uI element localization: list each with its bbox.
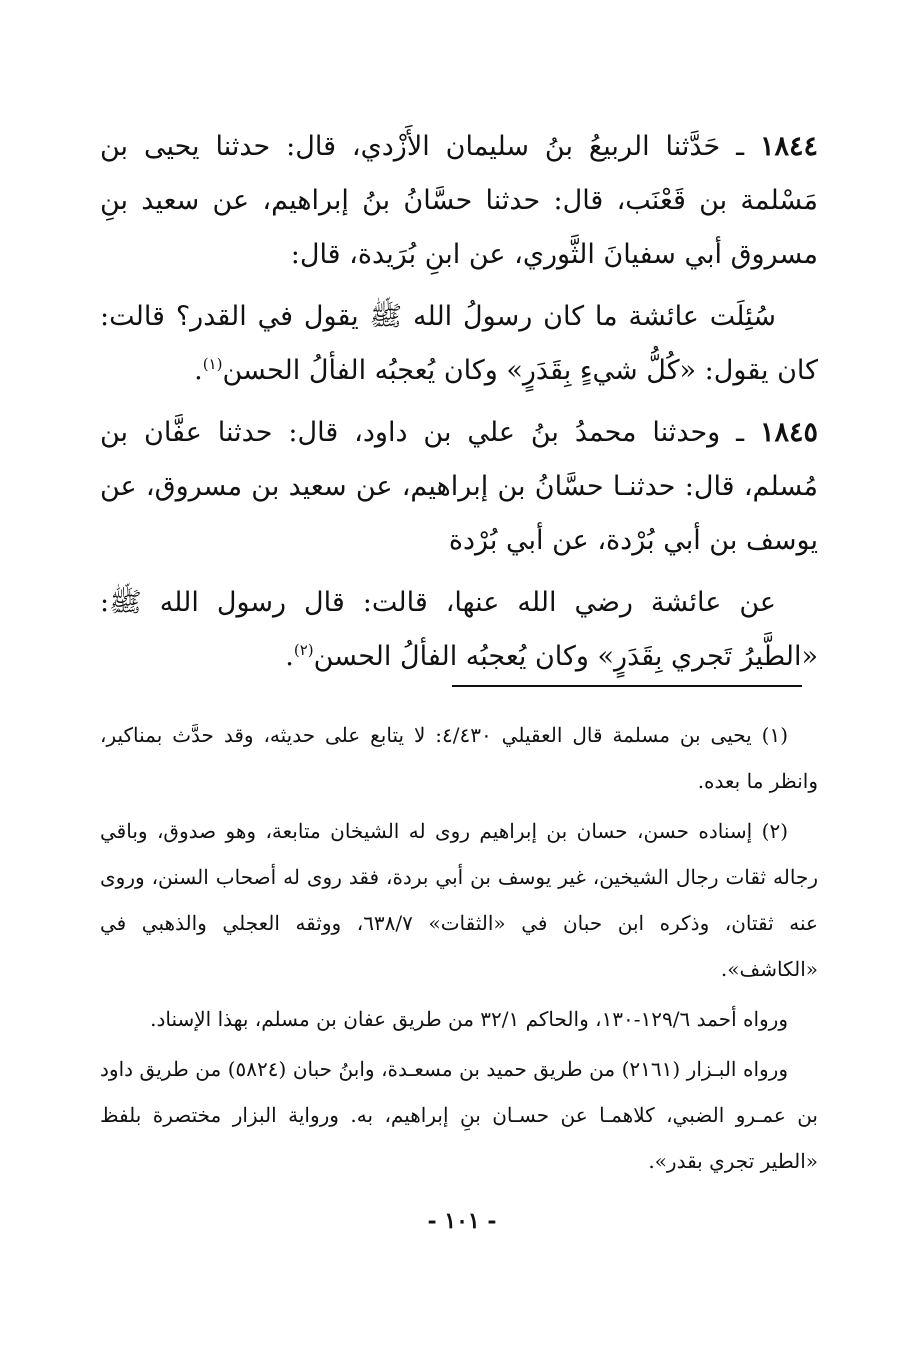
matn-text: سُئِلَت عائشة ما كان رسولُ الله ﷺ يقول في القدر؟ قالت: كان يقول: «كُلُّ شيءٍ بِقَدَرٍ» وكان يُعجبُه الفألُ الحسن <box>100 301 818 386</box>
main-text <box>100 120 818 692</box>
footnote-2-continued-2: ورواه البـزار (٢١٦١) من طريق حميد بن مسعـدة، وابنُ حبان (٥٨٢٤) من طريق داود بن عمـرو الضبي، كلاهمـا عن حسـان بنِ إبراهيم، به. ورواية البزار مختصرة بلفظ «الطير تجري بقدر». <box>100 1057 818 1173</box>
hadith-1844-matn: سُئِلَت عائشة ما كان رسولُ الله ﷺ يقول في القدر؟ قالت: كان يقول: «كُلُّ شيءٍ بِقَدَرٍ» وكان يُعجبُه الفألُ الحسن$^{(١)}$. <box>100 301 818 386</box>
footnote-separator <box>452 685 802 687</box>
footnote-1: (١) يحيى بن مسلمة قال العقيلي ٤/٤٣٠: لا يتابع على حديثه، وقد حدَّث بمناكير، وانظر ما بعده. <box>100 723 818 793</box>
page-number: - ١٠١ - <box>427 1208 497 1234</box>
footnote-2: (٢) إسناده حسن، حسان بن إبراهيم روى له الشيخان متابعة، وهو صدوق، وباقي رجاله ثقات رجال الشيخين، غير يوسف بن أبي بردة، فقد روى له أصحاب السنن، وروى عنه ثقتان، وذكره ابن حبان في «الثقات» ٦٣٨/٧، ووثقه العجلي والذهبي في «الكاشف». <box>100 819 818 981</box>
isnad-text: ـ وحدثنا محمدُ بنُ علي بن داود، قال: حدثنا عفَّان بن مُسلم، قال: حدثنـا حسَّانُ بن إبراهيم، عن سعيد بن مسروق، عن يوسف بن أبي بُرْدة، عن أبي بُرْدة <box>100 417 818 556</box>
hadith-1844-isnad <box>100 120 818 282</box>
matn-text: عن عائشة رضي الله عنها، قالت: قال رسول الله ﷺ: «الطَّيرُ تَجري بِقَدَرٍ» وكان يُعجبُه الفألُ الحسن <box>100 587 818 672</box>
footnote-ref: (٢) <box>293 641 314 659</box>
hadith-number: ١٨٤٤ <box>759 131 818 162</box>
footnote-2-continued: ورواه أحمد ١٢٩/٦-١٣٠، والحاكم ٣٢/١ من طريق عفان بن مسلم، بهذا الإسناد. <box>150 1007 788 1031</box>
hadith-1845-matn: عن عائشة رضي الله عنها، قالت: قال رسول الله ﷺ: «الطَّيرُ تَجري بِقَدَرٍ» وكان يُعجبُه الفألُ الحسن$^{(٢)}$. <box>100 587 818 672</box>
footnotes <box>100 712 818 1188</box>
isnad-text: ـ حَدَّثنا الربيعُ بنُ سليمان الأَزْدي، قال: حدثنا يحيى بن مَسْلمة بن قَعْنَب، قال: حدثنا حسَّانُ بنُ إبراهيم، عن سعيد بنِ مسروق أبي سفيانَ الثَّوري، عن ابنِ بُرَيدة، قال: <box>100 131 818 270</box>
hadith-1845-isnad <box>100 406 818 568</box>
footnote-ref: (١) <box>202 355 223 373</box>
hadith-number: ١٨٤٥ <box>759 417 818 448</box>
